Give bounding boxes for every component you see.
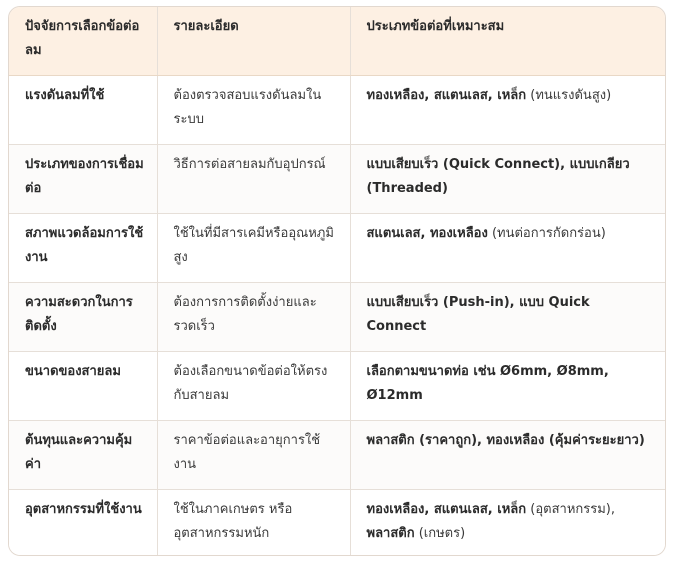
factor-cell: อุตสาหกรรมที่ใช้งาน xyxy=(9,489,157,556)
table-row xyxy=(9,213,665,282)
types-strong-text: เลือกตามขนาดท่อ เช่น Ø6mm, Ø8mm, Ø12mm xyxy=(366,363,609,403)
types-cell xyxy=(350,213,665,282)
types-strong-text: ทองเหลือง, สแตนเลส, เหล็ก xyxy=(366,501,527,517)
types-strong-text: ทองเหลือง, สแตนเลส, เหล็ก xyxy=(366,87,527,103)
table-row xyxy=(9,282,665,351)
types-strong-text: แบบเสียบเร็ว (Push-in), แบบ Quick Connect xyxy=(366,294,590,334)
header-factor: ปัจจัยการเลือกข้อต่อลม xyxy=(9,7,157,75)
types-note-text-2: (เกษตร) xyxy=(414,525,466,541)
table-row xyxy=(9,489,665,556)
factor-cell: ต้นทุนและความคุ้มค่า xyxy=(9,420,157,489)
detail-cell: ต้องตรวจสอบแรงดันลมในระบบ xyxy=(157,75,350,144)
types-cell xyxy=(350,351,665,420)
types-strong-text: สแตนเลส, ทองเหลือง xyxy=(366,225,488,241)
factor-cell: แรงดันลมที่ใช้ xyxy=(9,75,157,144)
detail-cell: ต้องการการติดตั้งง่ายและรวดเร็ว xyxy=(157,282,350,351)
types-cell xyxy=(350,420,665,489)
types-strong-text: แบบเสียบเร็ว (Quick Connect), แบบเกลียว (Threaded) xyxy=(366,156,630,196)
types-strong-text-2: พลาสติก xyxy=(366,525,415,541)
header-suitable-types: ประเภทข้อต่อที่เหมาะสม xyxy=(350,7,665,75)
types-note-text: (ทนแรงดันสูง) xyxy=(526,87,612,103)
types-cell xyxy=(350,282,665,351)
comparison-table xyxy=(9,7,665,556)
header-detail: รายละเอียด xyxy=(157,7,350,75)
detail-cell: ใช้ในภาคเกษตร หรืออุตสาหกรรมหนัก xyxy=(157,489,350,556)
types-cell xyxy=(350,75,665,144)
detail-cell: ต้องเลือกขนาดข้อต่อให้ตรงกับสายลม xyxy=(157,351,350,420)
comparison-table-container xyxy=(8,6,666,556)
factor-cell: ขนาดของสายลม xyxy=(9,351,157,420)
detail-cell: วิธีการต่อสายลมกับอุปกรณ์ xyxy=(157,144,350,213)
types-note-text: (อุตสาหกรรม), xyxy=(526,501,615,517)
table-row xyxy=(9,144,665,213)
types-cell xyxy=(350,144,665,213)
table-row xyxy=(9,420,665,489)
types-cell xyxy=(350,489,665,556)
detail-cell: ใช้ในที่มีสารเคมีหรืออุณหภูมิสูง xyxy=(157,213,350,282)
factor-cell: สภาพแวดล้อมการใช้งาน xyxy=(9,213,157,282)
types-note-text: (ทนต่อการกัดกร่อน) xyxy=(487,225,606,241)
detail-cell: ราคาข้อต่อและอายุการใช้งาน xyxy=(157,420,350,489)
table-row xyxy=(9,75,665,144)
factor-cell: ประเภทของการเชื่อมต่อ xyxy=(9,144,157,213)
table-header-row xyxy=(9,7,665,75)
types-strong-text: พลาสติก (ราคาถูก), ทองเหลือง (คุ้มค่าระยะยาว) xyxy=(366,432,645,448)
table-row xyxy=(9,351,665,420)
factor-cell: ความสะดวกในการติดตั้ง xyxy=(9,282,157,351)
